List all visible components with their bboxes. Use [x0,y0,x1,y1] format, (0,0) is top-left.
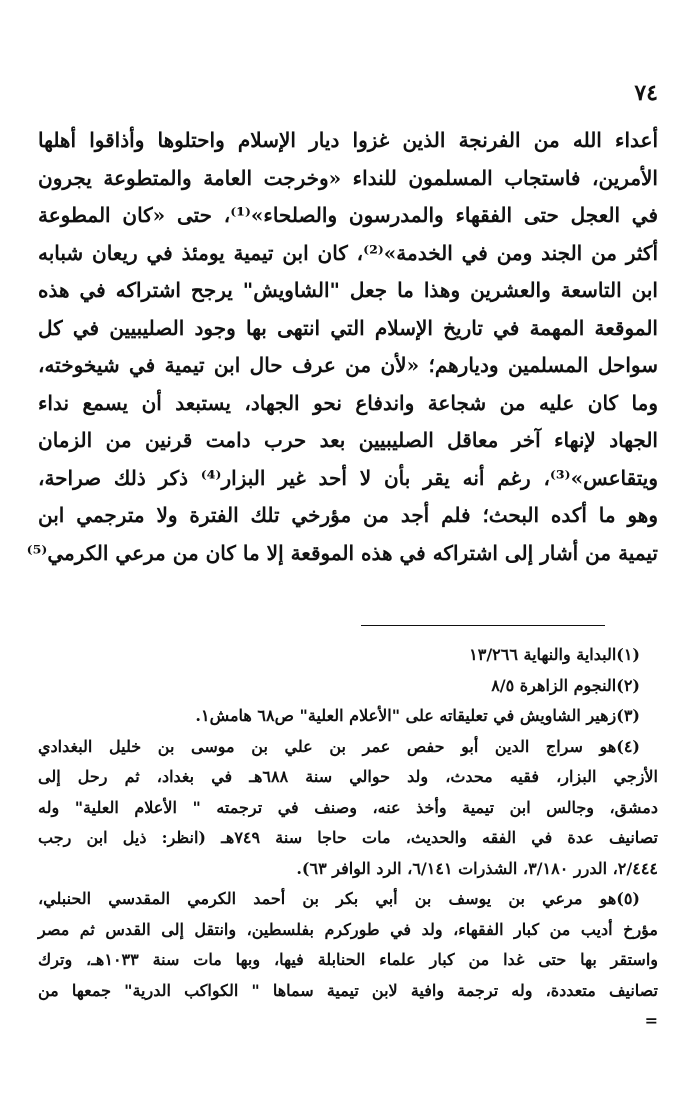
body-line: تيمية من أشار إلى اشتراكه في هذه الموقعة إلا ما كان من مرعي الكرمي⁽⁵⁾ [26,540,658,565]
footnote-line: واستقر بها حتى غدا من كبار علماء الحنابلة فيها، وبها مات سنة ١٠٣٣هـ، وترك [38,950,659,969]
body-line: ابن التاسعة والعشرين وهذا ما جعل "الشاويش" يرجح اشتراكه في هذه [38,278,658,302]
body-line: الموقعة المهمة في تاريخ الإسلام التي انتهى بها وجود الصليبيين في كل [38,315,658,340]
footnote-separator [361,625,605,626]
footnote-line: (٤)هو سراج الدين أبو حفص عمر بن علي بن موسى بن خليل البغدادي [38,736,640,756]
body-line: الجهاد لإنهاء آخر معاقل الصليبيين بعد حرب دامت قرنين من الزمان [38,428,658,452]
footnote-line: تصانيف متعددة، وله ترجمة وافية لابن تيمية سماها " الكواكب الدرية" جمعها من [38,980,658,1000]
body-line: أعداء الله من الفرنجة الذين غزوا ديار الإسلام واحتلوها وأذاقوا أهلها [38,128,658,152]
footnote-line: (٣)زهير الشاويش في تعليقاته على "الأعلام العلية" ص٦٨ هامش١. [195,706,640,725]
main-text [26,122,659,572]
footnote-line: دمشق، وجالس ابن تيمية وأخذ عنه، وصنف في ترجمته " الأعلام العلية" وله [38,797,658,817]
body-line: وما كان عليه من شجاعة واندفاع نحو الجهاد، يستبعد أن يسمع نداء [38,390,658,415]
footnote-line: ٢/٤٤٤، الدرر ٣/١٨٠، الشذرات ٦/١٤١، الرد الوافر ٦٣). [296,858,658,878]
footnote-line: الأزجي البزار، فقيه محدث، ولد حوالي سنة ٦٨٨هـ في بغداد، ثم رحل إلى [38,767,659,786]
body-line: ويتقاعس»⁽³⁾، رغم أنه يقر بأن لا أحد غير البزار⁽⁴⁾ ذكر ذلك صراحة، [38,465,659,490]
body-line: وهو ما أكده البحث؛ فلم أجد من مؤرخي تلك الفترة ولا مترجمي ابن [38,503,658,527]
body-line: أكثر من الجند ومن في الخدمة»⁽²⁾، كان ابن تيمية يومئذ في ريعان شبابه [38,240,658,265]
footnote-line: مؤرخ أديب من كبار الفقهاء، ولد في طوركرم بفلسطين، وانتقل إلى القدس ثم مصر [38,919,658,939]
page-number: ٧٤ [634,80,658,106]
body-line: الأمرين، فاستجاب المسلمون للنداء «وخرجت العامة والمتطوعة يجرون [38,165,658,190]
footnote-continuation-mark: = [644,1011,658,1030]
footnote-line: (٥)هو مرعي بن يوسف بن أبي بكر بن أحمد الكرمي المقدسي الحنبلي، [38,889,640,908]
body-line: سواحل المسلمين وديارهم؛ «لأن من عرف حال ابن تيمية في شيخوخته، [38,353,658,377]
body-line: في العجل حتى الفقهاء والمدرسون والصلحاء»⁽¹⁾، حتى «كان المطوعة [38,203,659,227]
footnotes [38,640,658,1037]
footnote-line: (١)البداية والنهاية ١٣/٢٦٦ [469,645,640,664]
footnote-line: (٢)النجوم الزاهرة ٨/٥ [491,675,640,695]
footnote-line: تصانيف عدة في الفقه والحديث، مات حاجا سنة ٧٤٩هـ (انظر: ذيل ابن رجب [38,828,658,847]
